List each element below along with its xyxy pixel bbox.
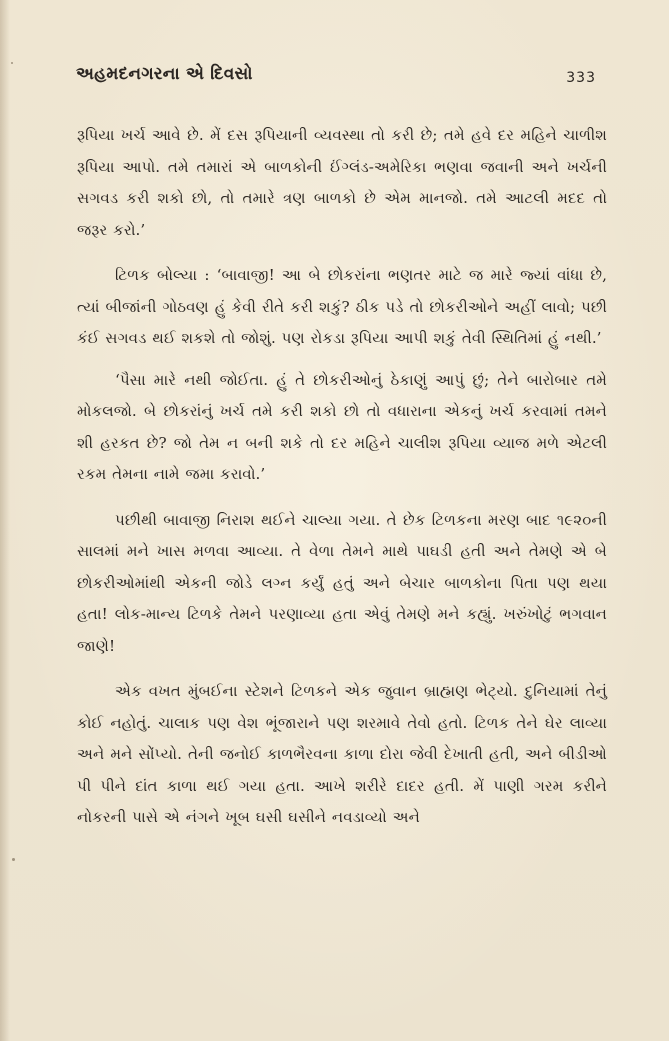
body-text xyxy=(77,120,607,834)
running-head xyxy=(76,62,596,96)
paragraph-5: એક વખત મુંબઈના સ્ટેશને ટિળકને એક જુવાન બ્રાહ્મણ ભેટ્યો. દુનિયામાં તેનું કોઈ નહોતું. ચાલાક પણ વેશ ભૂંજારાને પણ શરમાવે તેવો હતો. ટિળક તેને ઘેર લાવ્યા અને મને સોંપ્યો. તેની જનોઈ કાળભૈરવના કાળા દોરા જેવી દેખાતી હતી, અને બીડીઓ પી પીને દાંત કાળા થઈ ગયા હતા. આખે શરીરે દાદર હતી. મેં પાણી ગરમ કરીને નોકરની પાસે એ નંગને ખૂબ ઘસી ઘસીને નવડાવ્યો અને xyxy=(77,682,607,826)
paragraph-3: ‘પૈસા મારે નથી જોઈતા. હું તે છોકરીઓનું ઠેકાણું આપું છું; તેને બારોબાર તમે મોકલજો. બે છોકરાંનું ખર્ચ તમે કરી શકો છો તો વધારાના એકનું ખર્ચ કરવામાં તમને શી હરકત છે? જો તેમ ન બની શકે તો દર મહિને ચાલીશ રૂપિયા વ્યાજ મળે એટલી રકમ તેમના નામે જમા કરાવો.’ xyxy=(77,370,607,483)
page-binding-shadow xyxy=(0,0,10,1041)
paper-speck xyxy=(11,62,13,64)
paragraph-4: પછીથી બાવાજી નિરાશ થઈને ચાલ્યા ગયા. તે છેક ટિળકના મરણ બાદ ૧૯૨૦ની સાલમાં મને ખાસ મળવા આવ્યા. તે વેળા તેમને માથે પાઘડી હતી અને તેમણે એ બે છોકરીઓમાંથી એકની જોડે લગ્ન કર્યું હતું અને બેચાર બાળકોના પિતા પણ થયા હતા! લોક-માન્ય ટિળકે તેમને પરણાવ્યા હતા એવું તેમણે મને કહ્યું. ખરુંખોટું ભગવાન જાણે! xyxy=(77,510,607,655)
paragraph-1: રૂપિયા ખર્ચ આવે છે. મેં દસ રૂપિયાની વ્યવસ્થા તો કરી છે; તમે હવે દર મહિને ચાળીશ રૂપિયા આપો. તમે તમારાં એ બાળકોની ઈંગ્લંડ-અમેરિકા ભણવા જવાની અને ખર્ચની સગવડ કરી શકો છો, તો તમારે ત્રણ બાળકો છે એમ માનજો. તમે આટલી મદદ તો જરૂર કરો.’ xyxy=(77,126,607,239)
page-number: 333 xyxy=(566,70,596,86)
paper-speck xyxy=(12,858,15,861)
chapter-title: અહમદનગરના એ દિવસો xyxy=(76,64,253,84)
paragraph-2: ટિળક બોલ્યા : ‘બાવાજી! આ બે છોકરાંના ભણતર માટે જ મારે જ્યાં વાંધા છે, ત્યાં બીજાંની ગોઠવણ હું કેવી રીતે કરી શકું? ઠીક પડે તો છોકરીઓને અહીં લાવો; પછી કંઈ સગવડ થઈ શકશે તો જોશું. પણ રોકડા રૂપિયા આપી શકું તેવી સ્થિતિમાં હું નથી.’ xyxy=(77,266,607,347)
